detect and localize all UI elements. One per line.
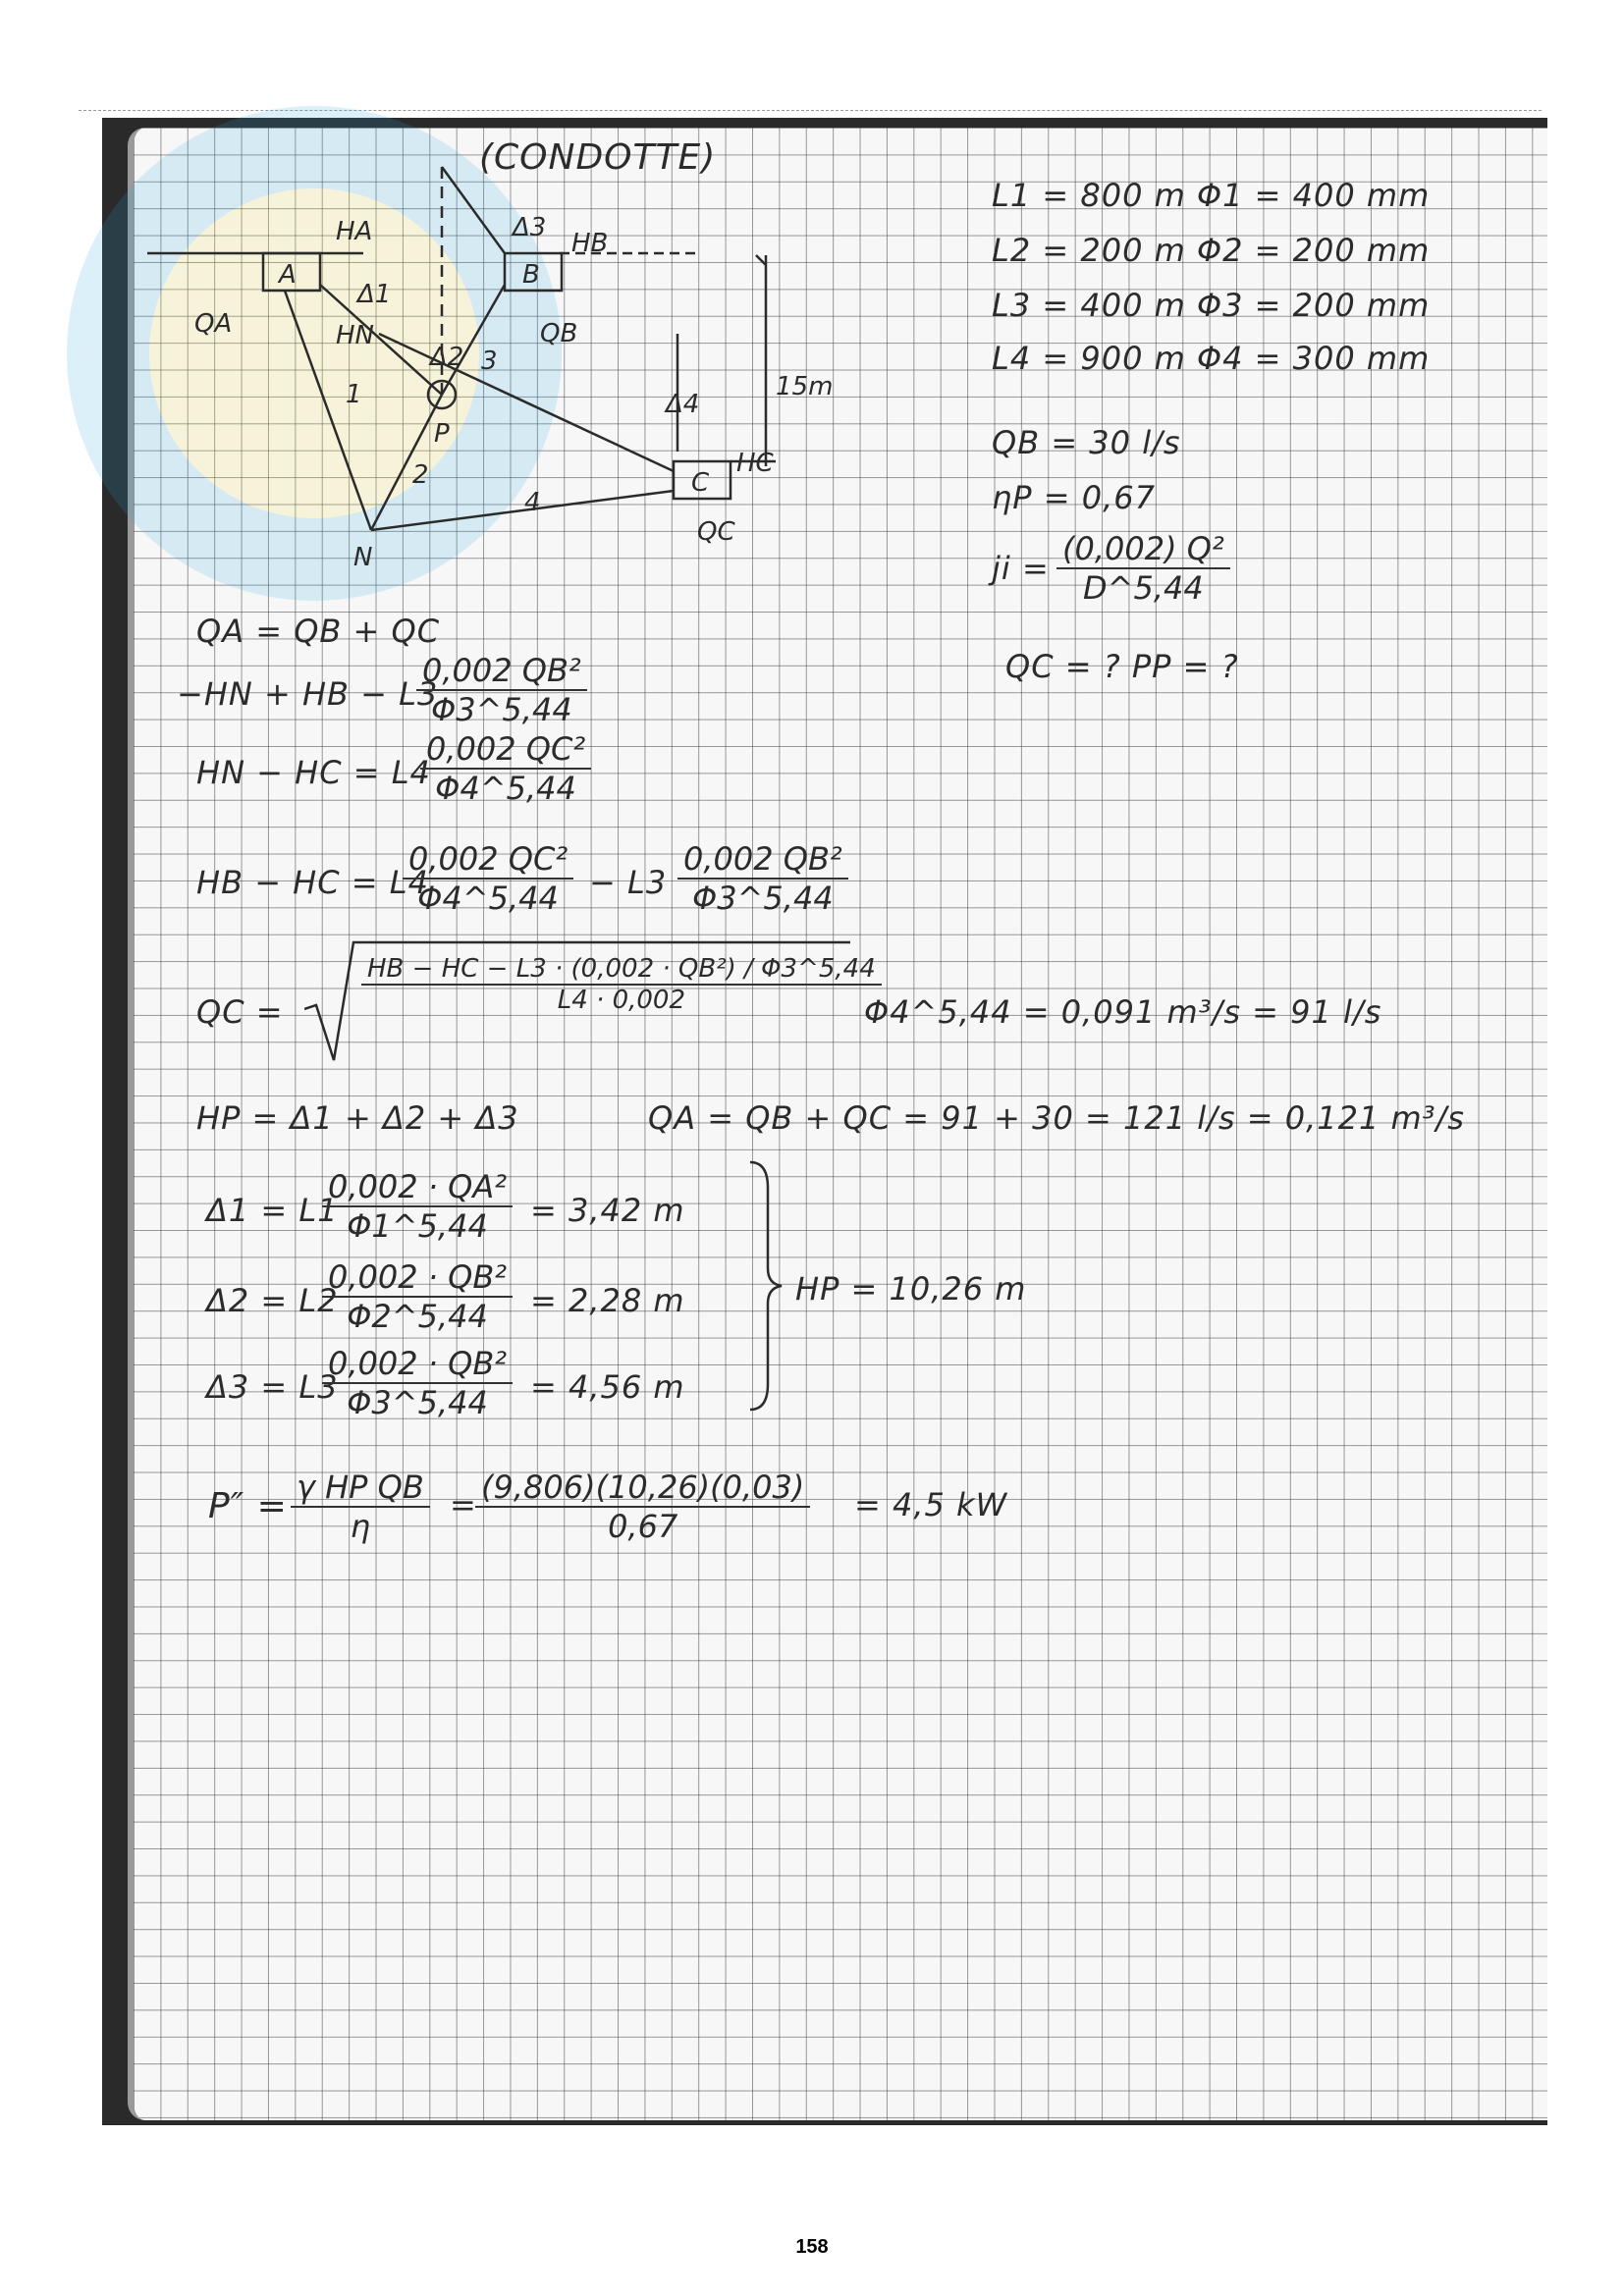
node-p-label: P bbox=[434, 419, 450, 449]
node-b-label: B bbox=[522, 260, 540, 290]
qc-num: HB − HC − L3 · (0,002 · QB²) / Φ3^5,44 bbox=[361, 954, 882, 986]
qb-label: QB bbox=[540, 319, 578, 348]
delta-2-num: 0,002 · QB² bbox=[322, 1258, 513, 1298]
hp-sum: HP = Δ1 + Δ2 + Δ3 bbox=[196, 1099, 519, 1137]
ji-numerator: (0,002) Q² bbox=[1056, 530, 1230, 569]
delta-1-den: Φ1^5,44 bbox=[347, 1207, 488, 1245]
eq-2-lhs: −HN + HB − L3 bbox=[177, 675, 439, 713]
ji-fraction bbox=[1056, 530, 1230, 607]
delta-3-rhs: = 4,56 m bbox=[530, 1368, 685, 1406]
energy-line bbox=[442, 167, 505, 253]
delta-2-lhs: Δ2 = L2 bbox=[206, 1282, 339, 1319]
pipe-1-label: 1 bbox=[346, 380, 362, 409]
given-pipe-2: L2 = 200 m Φ2 = 200 mm bbox=[992, 232, 1431, 269]
given-eta: ηP = 0,67 bbox=[992, 479, 1156, 516]
qc-lhs: QC = bbox=[196, 993, 284, 1031]
given-pipe-4: L4 = 900 m Φ4 = 300 mm bbox=[992, 340, 1431, 377]
power-result: = 4,5 kW bbox=[854, 1486, 1008, 1523]
eq-4-mid: − L3 bbox=[589, 864, 668, 901]
delta-1-rhs: = 3,42 m bbox=[530, 1192, 685, 1229]
given-qb: QB = 30 l/s bbox=[992, 424, 1181, 461]
delta-3-den: Φ3^5,44 bbox=[347, 1384, 488, 1421]
delta-2-label: Δ2 bbox=[430, 343, 464, 372]
delta-1-fraction bbox=[322, 1168, 513, 1245]
eq-flow-balance: QA = QB + QC bbox=[196, 613, 441, 650]
eq-3-lhs: HN − HC = L4 bbox=[196, 754, 431, 791]
pipe-2-label: 2 bbox=[412, 460, 429, 490]
node-a-label: A bbox=[279, 260, 297, 290]
pipe-4-label: 4 bbox=[524, 488, 541, 517]
eq-4-lhs: HB − HC = L4 bbox=[196, 864, 429, 901]
given-pipe-1: L1 = 800 m Φ1 = 400 mm bbox=[992, 177, 1431, 214]
delta-3-fraction bbox=[322, 1345, 513, 1421]
power-num-2: (9,806)(10,26)(0,03) bbox=[475, 1468, 810, 1508]
eq-4-num-2: 0,002 QB² bbox=[677, 840, 848, 880]
bracket-top bbox=[756, 255, 766, 265]
ji-denominator: D^5,44 bbox=[1083, 569, 1204, 607]
given-pipe-3: L3 = 400 m Φ3 = 200 mm bbox=[992, 287, 1431, 324]
hb-label: HB bbox=[571, 229, 609, 258]
page-title: (CONDOTTE) bbox=[479, 137, 717, 178]
node-n-label: N bbox=[353, 543, 373, 569]
node-c-label: C bbox=[691, 468, 710, 498]
delta-3-label: Δ3 bbox=[513, 213, 547, 242]
power-fraction-2 bbox=[475, 1468, 810, 1545]
eq-4-den-2: Φ3^5,44 bbox=[692, 880, 834, 917]
delta-1-num: 0,002 · QA² bbox=[322, 1168, 513, 1207]
power-eq: = bbox=[450, 1486, 477, 1523]
pipe-4-line bbox=[371, 491, 674, 530]
delta-2-fraction bbox=[322, 1258, 513, 1335]
power-fraction-1 bbox=[291, 1468, 430, 1545]
eq-2-fraction bbox=[416, 652, 587, 728]
eq-2-num: 0,002 QB² bbox=[416, 652, 587, 691]
page-number: 158 bbox=[795, 2236, 829, 2258]
delta-2-rhs: = 2,28 m bbox=[530, 1282, 685, 1319]
power-num-1: γ HP QB bbox=[291, 1468, 430, 1508]
qc-fraction bbox=[361, 954, 882, 1015]
qc-result: Φ4^5,44 = 0,091 m³/s = 91 l/s bbox=[864, 993, 1382, 1031]
hp-result: HP = 10,26 m bbox=[795, 1270, 1027, 1308]
delta-2-den: Φ2^5,44 bbox=[347, 1298, 488, 1335]
eq-3-fraction bbox=[420, 730, 591, 807]
curly-brace bbox=[746, 1158, 785, 1414]
delta-3-lhs: Δ3 = L3 bbox=[206, 1368, 339, 1406]
eq-4-den-1: Φ4^5,44 bbox=[417, 880, 559, 917]
hc-label: HC bbox=[736, 449, 774, 478]
pipe-2-line bbox=[371, 395, 442, 530]
ji-lhs: ji = bbox=[992, 550, 1050, 587]
pipe-n-c-line bbox=[379, 334, 674, 471]
qa-label: QA bbox=[194, 309, 233, 339]
qc-label: QC bbox=[697, 517, 735, 547]
delta-1-label: Δ1 bbox=[357, 280, 392, 309]
qa-result: QA = QB + QC = 91 + 30 = 121 l/s = 0,121 m³/s bbox=[648, 1099, 1465, 1137]
eq-3-den: Φ4^5,44 bbox=[435, 770, 576, 807]
eq-4-fraction-2 bbox=[677, 840, 848, 917]
eq-2-den: Φ3^5,44 bbox=[431, 691, 572, 728]
delta-4-label: Δ4 bbox=[666, 390, 700, 419]
ha-label: HA bbox=[336, 217, 373, 246]
power-den-1: η bbox=[350, 1508, 371, 1545]
delta-3-num: 0,002 · QB² bbox=[322, 1345, 513, 1384]
pipe-3-label: 3 bbox=[481, 347, 498, 376]
height-label: 15m bbox=[776, 372, 834, 401]
unknowns: QC = ? PP = ? bbox=[1005, 648, 1239, 685]
power-lhs: P″ = bbox=[208, 1486, 288, 1526]
pipe-network-diagram bbox=[147, 137, 893, 569]
power-den-2: 0,67 bbox=[608, 1508, 678, 1545]
eq-4-num-1: 0,002 QC² bbox=[403, 840, 573, 880]
qc-den: L4 · 0,002 bbox=[557, 986, 686, 1015]
delta-1-lhs: Δ1 = L1 bbox=[206, 1192, 339, 1229]
eq-3-num: 0,002 QC² bbox=[420, 730, 591, 770]
eq-4-fraction-1 bbox=[403, 840, 573, 917]
hn-label: HN bbox=[336, 321, 374, 350]
